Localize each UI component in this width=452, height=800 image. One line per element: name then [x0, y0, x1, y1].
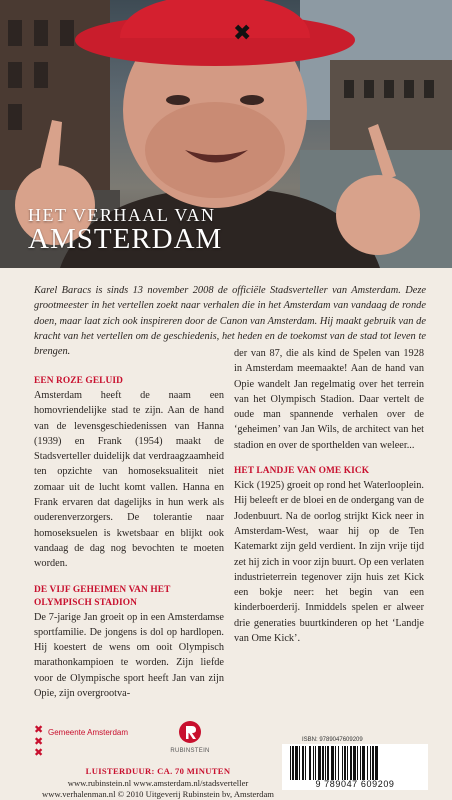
- section-text-stadion-part1: De 7-jarige Jan groeit op in een Amsterdamse sportfamilie. De jongens is dol op hardlopen. Hij koestert de wens om ooit Olympisch marathonkampioen te worden. Zijn liefde voor de Olympische sport heeft Jan van zijn Opie, zijn overgrootva-: [34, 611, 224, 700]
- section-heading-stadion: DE VIJF GEHEIMEN VAN HET OLYMPISCH STADION: [34, 584, 171, 608]
- isbn-label: ISBN: 9789047609209: [302, 737, 363, 743]
- section-heading-landje: HET LANDJE VAN OME KICK: [234, 466, 370, 477]
- footer: [34, 766, 282, 800]
- footer-links-line2: www.verhalenman.nl © 2010 Uitgeverij Rubinstein bv, Amsterdam: [42, 789, 274, 799]
- right-column: [234, 346, 424, 658]
- section-text-stadion-part2: der van 87, die als kind de Spelen van 1928 in Amsterdam meemaakte! Aan de hand van Opie wandelt Jan regelmatig over het terrein van het Olympisch Stadion. Daar vertelt de oude man spannende verhalen over de ‘geheimen’ van Jan Wils, de architect van het stadion en over de sporthelden van weleer...: [234, 348, 424, 451]
- intro-paragraph: Karel Baracs is sinds 13 november 2008 de officiële Stadsverteller van Amsterdam. Deze grootmeester in het vertellen zoekt naar verhalen die in het Amsterdam van vandaag de ronde doen, maar laat zich ook inspireren door de Canon van Amsterdam. Hij maakt gebruik van de kracht van het vertellen om de geschiedenis, het heden en de toekomst van de stad tot leven te brengen.: [34, 285, 426, 358]
- rubinstein-logo: [168, 720, 212, 766]
- barcode-digits: 9 789047 609209: [315, 779, 395, 789]
- rubinstein-label: RUBINSTEIN: [170, 748, 210, 754]
- isbn-barcode: [282, 744, 428, 790]
- rubinstein-mark-icon: [178, 720, 202, 746]
- listening-duration: LUISTERDUUR: CA. 70 MINUTEN: [85, 766, 231, 776]
- barcode-bars-icon: [288, 746, 422, 780]
- svg-text:✖: ✖: [233, 21, 252, 46]
- section-heading-roze: EEN ROZE GELUID: [34, 376, 124, 386]
- section-text-landje: Kick (1925) groeit op rond het Waterlooplein. Hij beleeft er de bloei en de ondergang van de Jodenbuurt. Na de oorlog strijkt Kick neer in Amsterdam-West, waar hij op de Ten Katemarkt zijn geld verdient. In zijn vrije tijd zet hij zich in voor zijn buurt. Op een verlaten industrieterrein tegenover zijn huis zet Kick een bokje neer: het begin van een kinderboerderij. Inmiddels spelen er alweer drie generaties buurtkinderen op het ‘Landje van Ome Kick’.: [234, 480, 424, 645]
- left-column: [34, 375, 224, 713]
- andreas-crosses-icon: ✖ ✖ ✖: [34, 723, 44, 759]
- footer-links-line1: www.rubinstein.nl www.amsterdam.nl/stadsverteller: [67, 777, 249, 788]
- book-title: [28, 206, 222, 254]
- gemeente-label: Gemeente Amsterdam: [48, 728, 129, 737]
- section-text-roze: Amsterdam heeft de naam een homovriendelijke stad te zijn. Aan de hand van de levensgeschiedenissen van Hanna (1939) en Frank (1954) maakt de Stadsverteller duidelijk dat verdraagzaamheid ten opzichte van homoseksualiteit niet zomaar uit de lucht komt vallen. Hanna en Frank ervaren dat dagelijks in hun werk als ouderenverzorgers. De tolerantie naar homoseksuelen is kwetsbaar en blijkt ook vandaag de dag nog bevochten te moeten worden.: [34, 390, 224, 570]
- book-title-line2: AMSTERDAM: [28, 223, 223, 255]
- cover-photo: [0, 0, 452, 268]
- gemeente-amsterdam-logo: [34, 724, 154, 768]
- book-title-line1: HET VERHAAL VAN: [28, 205, 216, 225]
